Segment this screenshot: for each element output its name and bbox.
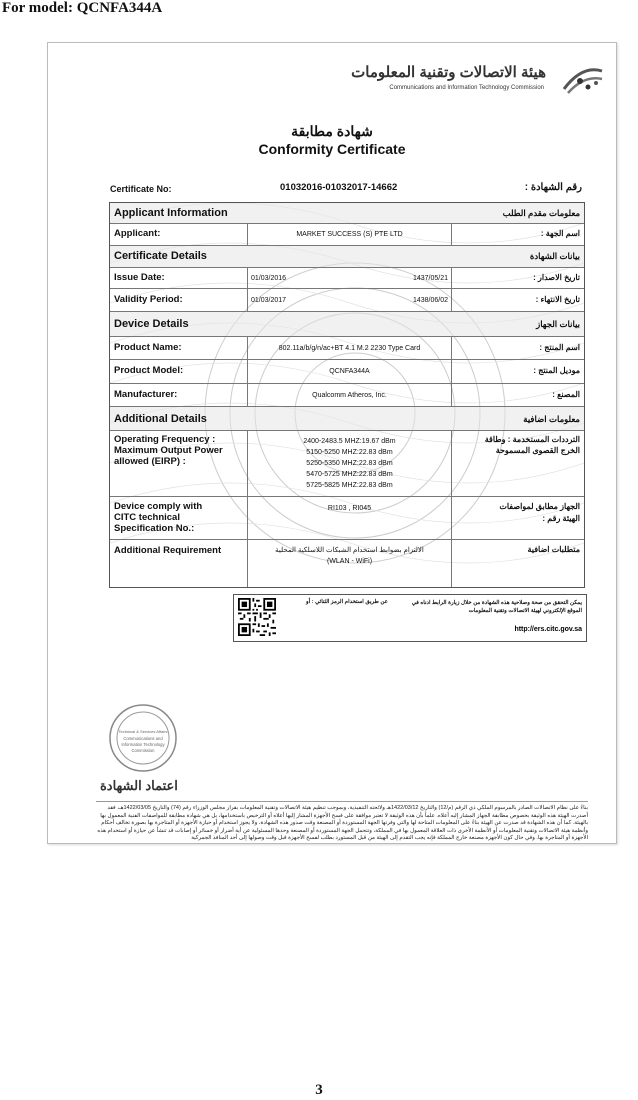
field-label: Manufacturer: — [114, 389, 178, 400]
legal-disclaimer: بناءً على نظام الاتصالات الصادر بالمرسوم الملكي ذي الرقم (م/12) والتاريخ 1422/03/12هـ ولائحته التنفيذية، وبموجب تنظيم هيئة الاتصالات وتقنية المعلومات بقرار مجلس الوزراء رقم (74) والتاريخ 1422/03/05هـ، فقد أصدرت الهيئة هذه الوثيقة بخصوص مطابقة الجهاز المشار إليه أعلاه. علماً بأن هذه الوثيقة لا تعتبر موافقة على فسح الأجهزة المشار إليها أعلاه أو الترخيص باستخدامها، بل هي شهادة مطابقة للمواصفات الفنية المعمول بها بالهيئة. كما أن هذه الشهادة قد صدرت عن الهيئة بناءً على المعلومات المتاحة لها والتي وفرتها الجهة المستوردة أو المصنعة وقت صدور هذه الشهادة، ولا يجوز استخدام أو حيازة الأجهزة أو المتاجرة بها بصورة تخالف أحكام وأنظمة هيئة الاتصالات وتقنية المعلومات أو الأنظمة الأخرى ذات العلاقة المعمول بها في المملكة، وتتحمل الجهة المستوردة أو المصنعة وحدها المسئولية عن أية أضرار أو خسائر أو إصابات قد تنشأ عن حيازة أو استخدام هذه الأجهزة أو المتاجرة بها. وفي حال كون الأجهزة مصنعة خارج المملكة فإنه يجب التقدم إلى الهيئة من قبل المستورد بطلب لفسح الأجهزة قبل وقت وصولها إلى أحد المنافذ الجمركية — [96, 801, 588, 843]
section-label: Certificate Details — [114, 250, 207, 262]
section-applicant-info — [110, 203, 584, 224]
frequency-value: 5725-5825 MHZ:22.83 dBm — [306, 482, 393, 489]
section-label-ar: معلومات مقدم الطلب — [502, 208, 580, 218]
section-additional-details — [110, 407, 584, 431]
section-label: Additional Details — [114, 413, 207, 425]
section-device-details — [110, 312, 584, 337]
frequency-value: 5470-5725 MHZ:22.83 dBm — [306, 471, 393, 478]
row-product-model — [110, 360, 584, 384]
field-label: Product Name: — [114, 342, 182, 353]
issue-date-value — [247, 268, 452, 288]
validity-gregorian: 01/03/2017 — [251, 296, 287, 304]
verification-text: يمكن التحقق من صحة وصلاحية هذه الشهادة من خلال زيارة الرابط ادناه في الموقع الإلكتروني لهيئة الاتصالات وتقنية المعلومات — [411, 600, 582, 614]
or-label: أو — [306, 599, 311, 605]
certificate-no-label-ar: رقم الشهادة : — [524, 182, 582, 193]
frequency-label-ar — [485, 434, 580, 456]
citc-logo-icon — [558, 59, 606, 99]
field-label-ar: تاريخ الانتهاء : — [535, 295, 580, 304]
section-label-ar: بيانات الشهادة — [529, 251, 580, 261]
field-label-ar: متطلبات اضافية — [527, 545, 580, 554]
requirement-value — [247, 540, 452, 587]
verification-box — [233, 594, 587, 642]
stamp-line-4: Commission — [131, 748, 155, 753]
approval-stamp — [108, 703, 178, 773]
verification-link[interactable]: http://ers.citc.gov.sa — [514, 626, 582, 633]
row-frequency — [110, 431, 584, 497]
frequency-label-line: Maximum Output Power — [114, 445, 223, 456]
field-label: Issue Date: — [114, 272, 165, 283]
row-validity — [110, 289, 584, 312]
row-product-name — [110, 337, 584, 360]
field-label: Validity Period: — [114, 294, 183, 305]
certificate-no-value: 01032016-01032017-14662 — [280, 182, 398, 193]
logo-name-en: Communications and Information Technology Commission — [389, 85, 544, 91]
field-label-ar: موديل المنتج : — [533, 366, 580, 375]
citc-label-line: CITC technical — [114, 512, 180, 523]
field-label-ar: اسم الجهة : — [540, 229, 580, 238]
requirement-line: (WLAN - WiFi) — [326, 558, 373, 565]
row-applicant — [110, 224, 584, 246]
section-label-ar: معلومات اضافية — [523, 414, 580, 424]
frequency-value: 2400-2483.5 MHZ:19.67 dBm — [303, 438, 396, 445]
citc-label-line: Device comply with — [114, 501, 203, 512]
citc-label-ar-line: الجهاز مطابق لمواصفات — [499, 502, 580, 511]
row-manufacturer — [110, 384, 584, 407]
title-arabic: شهادة مطابقة — [291, 123, 373, 139]
page-number: 3 — [315, 1082, 323, 1098]
stamp-label: اعتماد الشهادة — [100, 778, 178, 793]
frequency-label-ar-line: الخرج القصوى المسموحة — [495, 446, 580, 455]
stamp-line-2: Communications and — [123, 736, 163, 741]
issue-date-gregorian: 01/03/2016 — [251, 274, 287, 282]
frequency-value: 5150-5250 MHZ:22.83 dBm — [306, 449, 393, 456]
citc-label-ar-line: الهيئة رقم : — [542, 514, 580, 523]
frequency-value: 5250-5350 MHZ:22.83 dBm — [306, 460, 393, 467]
row-citc-spec — [110, 497, 584, 540]
stamp-line-1: Technical & Services Affairs — [118, 729, 168, 734]
validity-hijri: 1438/06/02 — [412, 296, 448, 304]
citc-spec-label — [114, 501, 202, 534]
citc-spec-value: RI103 , RI045 — [247, 497, 452, 539]
field-label: Applicant: — [114, 228, 161, 239]
row-issue-date — [110, 268, 584, 289]
validity-value — [247, 289, 452, 311]
citc-spec-label-ar — [499, 501, 580, 525]
qr-instruction — [306, 599, 388, 605]
frequency-label-line: Operating Frequency : — [114, 434, 216, 445]
manufacturer-value: Qualcomm Atheros, Inc. — [247, 384, 452, 406]
citc-label-line: Specification No.: — [114, 523, 195, 534]
title-english: Conformity Certificate — [258, 141, 406, 157]
field-label: Product Model: — [114, 365, 184, 376]
section-label: Applicant Information — [114, 207, 228, 219]
field-label-ar: تاريخ الاصدار : — [533, 273, 580, 282]
citc-logo — [351, 57, 606, 101]
row-additional-requirement — [110, 540, 584, 587]
stamp-line-3: Information Technology — [121, 742, 165, 747]
applicant-value: MARKET SUCCESS (S) PTE LTD — [247, 224, 452, 245]
section-label: Device Details — [114, 318, 189, 330]
model-heading: For model: QCNFA344A — [2, 0, 163, 16]
field-label: Additional Requirement — [114, 545, 222, 556]
frequency-label-ar-line: الترددات المستخدمة : وطاقة — [484, 435, 580, 444]
qr-code-icon[interactable] — [238, 598, 276, 636]
product-model-value: QCNFA344A — [247, 360, 452, 383]
qr-label: عن طريق استخدام الرمز الثنائي : — [311, 599, 388, 605]
certificate-page — [47, 42, 617, 844]
requirement-line: الالتزام بضوابط استخدام الشبكات اللاسلكية المحلية — [275, 547, 424, 554]
certificate-no-label: Certificate No: — [110, 184, 172, 194]
issue-date-hijri: 1437/05/21 — [412, 274, 448, 282]
section-certificate-details — [110, 246, 584, 268]
frequency-values — [247, 431, 452, 496]
section-label-ar: بيانات الجهاز — [536, 319, 580, 329]
product-name-value: 802.11a/b/g/n/ac+BT 4.1 M.2 2230 Type Card — [247, 337, 452, 359]
frequency-label — [114, 434, 223, 467]
field-label-ar: اسم المنتج : — [539, 343, 580, 352]
certificate-table — [109, 202, 585, 588]
field-label-ar: المصنع : — [552, 390, 580, 399]
logo-name-ar: هيئة الاتصالات وتقنية المعلومات — [351, 64, 546, 81]
frequency-label-line: allowed (EIRP) : — [114, 456, 186, 467]
